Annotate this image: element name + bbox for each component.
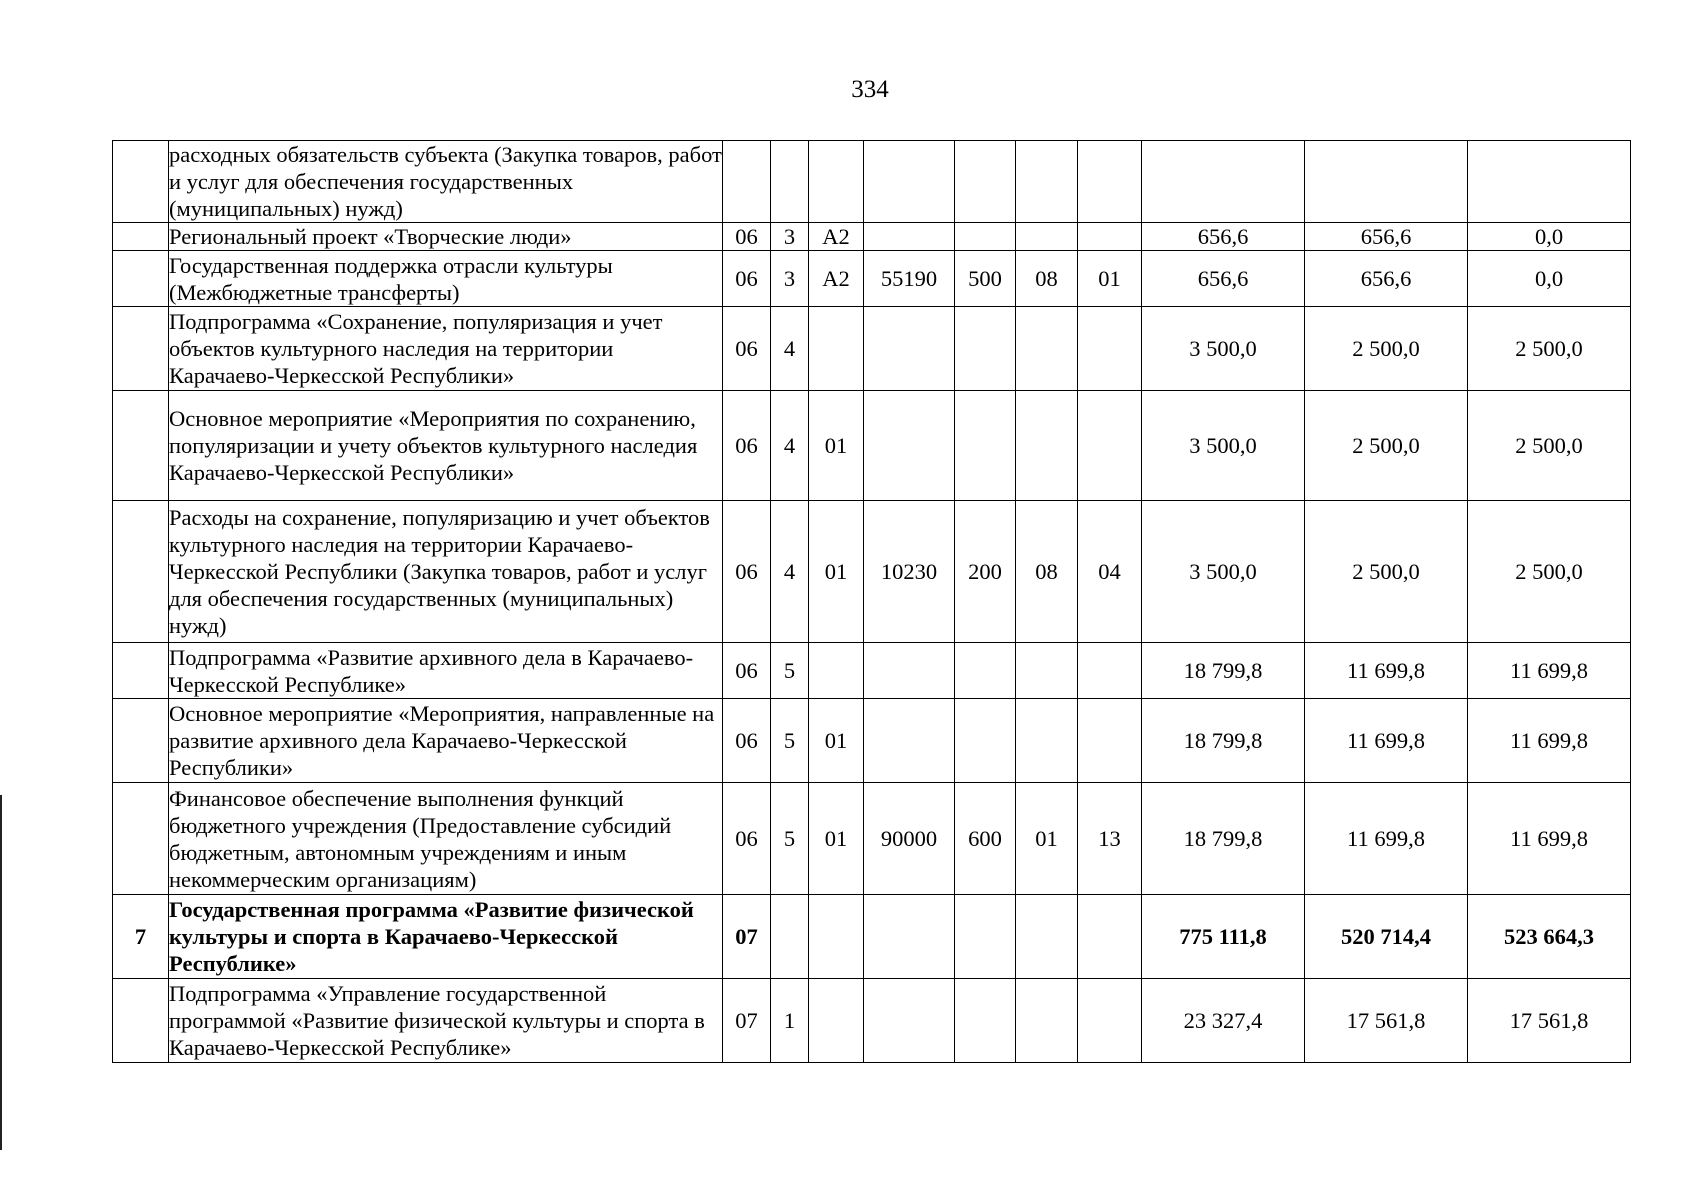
amount-year-2-cell: 11 699,8 xyxy=(1305,783,1468,895)
subsection-code-cell: 01 xyxy=(1078,251,1142,307)
subprogram-code-cell: 1 xyxy=(771,979,809,1063)
row-name-cell: Основное мероприятие «Мероприятия, направленные на развитие архивного дела Карачаево-Черкесской Республики» xyxy=(169,699,723,783)
row-name-cell: расходных обязательств субъекта (Закупка товаров, работ и услуг для обеспечения государственных (муниципальных) нужд) xyxy=(169,142,722,221)
subprogram-code-cell: 4 xyxy=(771,501,809,643)
section-code-cell xyxy=(1016,141,1078,223)
table-row xyxy=(113,223,1631,251)
row-number-cell xyxy=(113,643,169,699)
event-code-cell: 01 xyxy=(809,501,864,643)
amount-year-2-cell: 11 699,8 xyxy=(1305,699,1468,783)
expense-type-cell xyxy=(955,643,1016,699)
amount-year-1-cell: 656,6 xyxy=(1142,251,1305,307)
amount-year-3-cell: 11 699,8 xyxy=(1468,783,1631,895)
subsection-code-cell: 04 xyxy=(1078,501,1142,643)
direction-code-cell xyxy=(864,895,955,979)
table-row xyxy=(113,501,1631,643)
amount-year-2-cell: 2 500,0 xyxy=(1305,391,1468,501)
amount-year-1-cell: 18 799,8 xyxy=(1142,643,1305,699)
amount-year-3-cell: 2 500,0 xyxy=(1468,501,1631,643)
amount-year-3-cell: 2 500,0 xyxy=(1468,391,1631,501)
event-code-cell: 01 xyxy=(809,699,864,783)
amount-year-2-cell xyxy=(1305,141,1468,223)
table-row xyxy=(113,699,1631,783)
subsection-code-cell xyxy=(1078,391,1142,501)
direction-code-cell: 10230 xyxy=(864,501,955,643)
subprogram-code-cell: 5 xyxy=(771,699,809,783)
section-code-cell xyxy=(1016,307,1078,391)
row-name-cell: Подпрограмма «Управление государственной программой «Развитие физической культуры и спорта в Карачаево-Черкесской Республике» xyxy=(169,979,723,1063)
amount-year-1-cell: 18 799,8 xyxy=(1142,783,1305,895)
event-code-cell: А2 xyxy=(809,223,864,251)
expense-type-cell xyxy=(955,141,1016,223)
subprogram-code-cell: 3 xyxy=(771,223,809,251)
row-name-cell: Государственная программа «Развитие физической культуры и спорта в Карачаево-Черкесской Республике» xyxy=(169,895,723,979)
section-code-cell xyxy=(1016,979,1078,1063)
table-row xyxy=(113,251,1631,307)
amount-year-2-cell: 520 714,4 xyxy=(1305,895,1468,979)
direction-code-cell xyxy=(864,979,955,1063)
amount-year-3-cell: 523 664,3 xyxy=(1468,895,1631,979)
amount-year-2-cell: 2 500,0 xyxy=(1305,501,1468,643)
direction-code-cell xyxy=(864,643,955,699)
subsection-code-cell xyxy=(1078,223,1142,251)
amount-year-1-cell: 3 500,0 xyxy=(1142,307,1305,391)
event-code-cell xyxy=(809,307,864,391)
subsection-code-cell xyxy=(1078,895,1142,979)
expense-type-cell: 200 xyxy=(955,501,1016,643)
row-number-cell xyxy=(113,979,169,1063)
section-code-cell xyxy=(1016,699,1078,783)
subprogram-code-cell: 4 xyxy=(771,307,809,391)
program-code-cell: 06 xyxy=(723,251,771,307)
direction-code-cell xyxy=(864,141,955,223)
row-name-cell: Подпрограмма «Развитие архивного дела в Карачаево-Черкесской Республике» xyxy=(169,643,723,699)
expense-type-cell xyxy=(955,391,1016,501)
amount-year-2-cell: 11 699,8 xyxy=(1305,643,1468,699)
amount-year-1-cell: 3 500,0 xyxy=(1142,501,1305,643)
amount-year-1-cell xyxy=(1142,141,1305,223)
program-code-cell: 07 xyxy=(723,895,771,979)
amount-year-3-cell: 11 699,8 xyxy=(1468,699,1631,783)
row-number-cell xyxy=(113,251,169,307)
expense-type-cell xyxy=(955,699,1016,783)
subsection-code-cell: 13 xyxy=(1078,783,1142,895)
event-code-cell xyxy=(809,141,864,223)
program-code-cell: 06 xyxy=(723,307,771,391)
amount-year-3-cell xyxy=(1468,141,1631,223)
row-number-cell xyxy=(113,391,169,501)
amount-year-3-cell: 0,0 xyxy=(1468,251,1631,307)
program-code-cell: 06 xyxy=(723,699,771,783)
subprogram-code-cell xyxy=(771,895,809,979)
amount-year-1-cell: 775 111,8 xyxy=(1142,895,1305,979)
subsection-code-cell xyxy=(1078,307,1142,391)
amount-year-3-cell: 17 561,8 xyxy=(1468,979,1631,1063)
section-code-cell: 08 xyxy=(1016,501,1078,643)
amount-year-3-cell: 11 699,8 xyxy=(1468,643,1631,699)
subsection-code-cell xyxy=(1078,699,1142,783)
program-code-cell: 06 xyxy=(723,643,771,699)
event-code-cell xyxy=(809,895,864,979)
row-name-cell: Основное мероприятие «Мероприятия по сохранению, популяризации и учету объектов культурного наследия Карачаево-Черкесской Республики» xyxy=(169,391,723,501)
event-code-cell xyxy=(809,979,864,1063)
expense-type-cell xyxy=(955,307,1016,391)
table-row xyxy=(113,141,1631,223)
amount-year-3-cell: 2 500,0 xyxy=(1468,307,1631,391)
subprogram-code-cell: 5 xyxy=(771,643,809,699)
program-code-cell: 06 xyxy=(723,783,771,895)
amount-year-1-cell: 3 500,0 xyxy=(1142,391,1305,501)
row-number-cell xyxy=(113,783,169,895)
row-name-cell: Региональный проект «Творческие люди» xyxy=(169,223,723,251)
program-code-cell xyxy=(723,141,771,223)
row-number-cell xyxy=(113,699,169,783)
table-row xyxy=(113,391,1631,501)
subprogram-code-cell: 5 xyxy=(771,783,809,895)
row-name-cell: Расходы на сохранение, популяризацию и учет объектов культурного наследия на территории Карачаево-Черкесской Республики (Закупка товаров, работ и услуг для обеспечения государственных (муниципальных) нужд) xyxy=(169,501,723,643)
table-row xyxy=(113,643,1631,699)
program-code-cell: 07 xyxy=(723,979,771,1063)
event-code-cell: 01 xyxy=(809,391,864,501)
program-code-cell: 06 xyxy=(723,223,771,251)
event-code-cell xyxy=(809,643,864,699)
section-code-cell xyxy=(1016,391,1078,501)
subsection-code-cell xyxy=(1078,643,1142,699)
binding-edge-line xyxy=(0,795,2,1150)
program-code-cell: 06 xyxy=(723,501,771,643)
section-code-cell xyxy=(1016,643,1078,699)
row-number-cell xyxy=(113,223,169,251)
row-name-cell: Государственная поддержка отрасли культуры (Межбюджетные трансферты) xyxy=(169,251,723,307)
direction-code-cell xyxy=(864,391,955,501)
row-number-cell xyxy=(113,307,169,391)
subprogram-code-cell xyxy=(771,141,809,223)
amount-year-2-cell: 2 500,0 xyxy=(1305,307,1468,391)
row-number-cell: 7 xyxy=(113,895,169,979)
amount-year-2-cell: 656,6 xyxy=(1305,251,1468,307)
table-row xyxy=(113,783,1631,895)
amount-year-1-cell: 656,6 xyxy=(1142,223,1305,251)
table-row xyxy=(113,979,1631,1063)
amount-year-3-cell: 0,0 xyxy=(1468,223,1631,251)
direction-code-cell xyxy=(864,699,955,783)
amount-year-1-cell: 18 799,8 xyxy=(1142,699,1305,783)
event-code-cell: 01 xyxy=(809,783,864,895)
program-code-cell: 06 xyxy=(723,391,771,501)
table-row xyxy=(113,307,1631,391)
subprogram-code-cell: 3 xyxy=(771,251,809,307)
subsection-code-cell xyxy=(1078,141,1142,223)
row-number-cell xyxy=(113,501,169,643)
expense-type-cell xyxy=(955,979,1016,1063)
row-name-cell: Финансовое обеспечение выполнения функций бюджетного учреждения (Предоставление субсидий бюджетным, автономным учреждениям и иным некоммерческим организациям) xyxy=(169,783,723,895)
budget-table xyxy=(112,140,1631,1063)
subprogram-code-cell: 4 xyxy=(771,391,809,501)
section-code-cell: 01 xyxy=(1016,783,1078,895)
table-row xyxy=(113,895,1631,979)
section-code-cell xyxy=(1016,895,1078,979)
direction-code-cell xyxy=(864,307,955,391)
direction-code-cell xyxy=(864,223,955,251)
amount-year-2-cell: 656,6 xyxy=(1305,223,1468,251)
expense-type-cell xyxy=(955,223,1016,251)
amount-year-2-cell: 17 561,8 xyxy=(1305,979,1468,1063)
expense-type-cell xyxy=(955,895,1016,979)
section-code-cell: 08 xyxy=(1016,251,1078,307)
amount-year-1-cell: 23 327,4 xyxy=(1142,979,1305,1063)
row-number-cell xyxy=(113,141,169,223)
event-code-cell: А2 xyxy=(809,251,864,307)
row-name-cell: Подпрограмма «Сохранение, популяризация и учет объектов культурного наследия на территории Карачаево-Черкесской Республики» xyxy=(169,307,723,391)
expense-type-cell: 600 xyxy=(955,783,1016,895)
direction-code-cell: 55190 xyxy=(864,251,955,307)
section-code-cell xyxy=(1016,223,1078,251)
page-number: 334 xyxy=(851,76,889,103)
direction-code-cell: 90000 xyxy=(864,783,955,895)
expense-type-cell: 500 xyxy=(955,251,1016,307)
subsection-code-cell xyxy=(1078,979,1142,1063)
